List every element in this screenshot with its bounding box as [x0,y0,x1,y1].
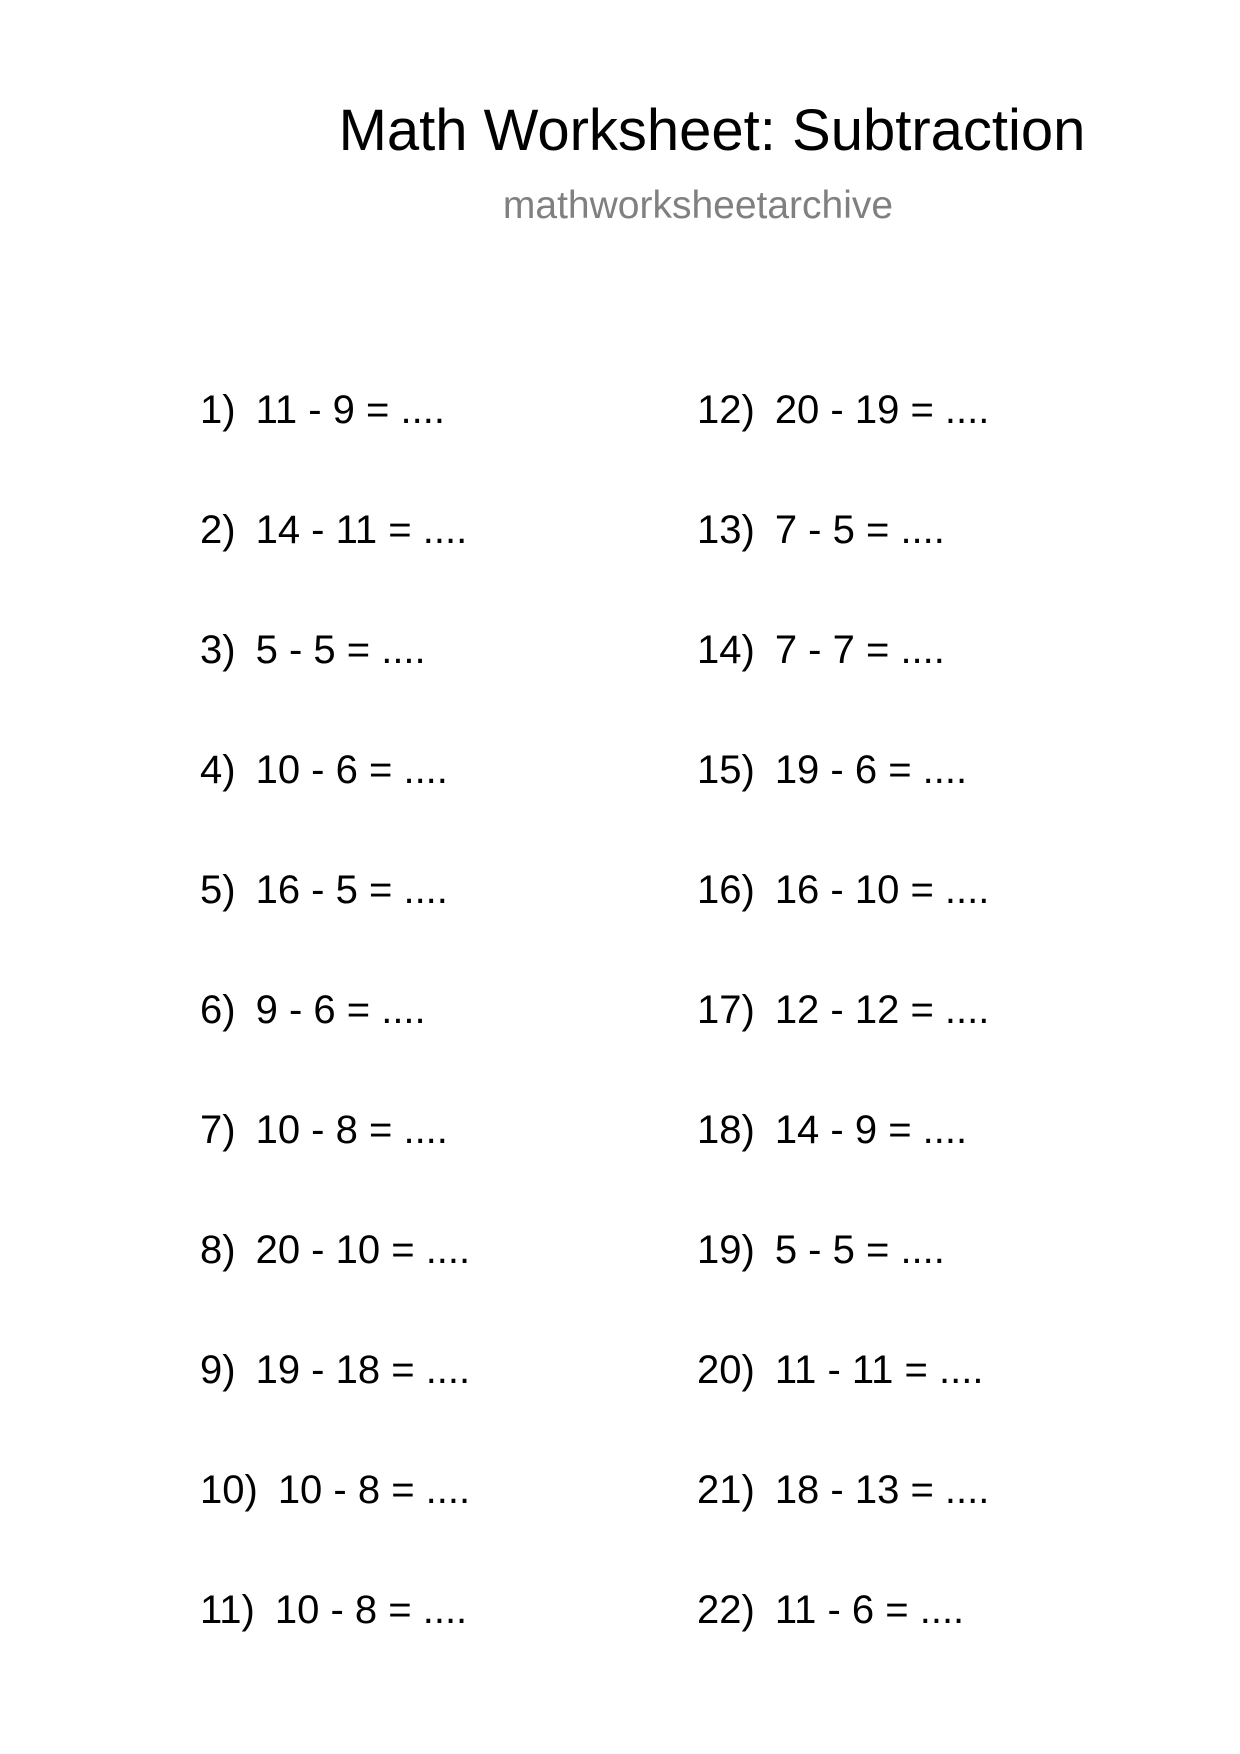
problem-number: 14) [697,628,755,672]
problem-item [200,590,470,710]
problem-expression: 10 - 8 = .... [274,1588,468,1632]
problem-expression: 14 - 11 = .... [255,508,468,552]
problem-number: 8) [200,1228,236,1272]
problem-item [200,950,470,1070]
problem-number: 7) [200,1108,236,1152]
problem-item [697,1310,989,1430]
problem-item [200,1070,470,1190]
page-subtitle: mathworksheetarchive [502,184,894,227]
problem-item [697,350,989,470]
problem-expression: 20 - 19 = .... [774,388,990,432]
problem-expression: 19 - 6 = .... [774,748,968,792]
problem-item [697,710,989,830]
problem-item [200,470,470,590]
problem-expression: 10 - 8 = .... [255,1108,448,1152]
problem-number: 21) [697,1468,755,1512]
problem-expression: 5 - 5 = .... [774,1228,945,1272]
problem-expression: 14 - 9 = .... [774,1108,968,1152]
problem-item [200,1550,470,1670]
problem-number: 13) [697,508,755,552]
problem-expression: 11 - 9 = .... [255,388,445,432]
problem-expression: 7 - 5 = .... [774,508,945,552]
problem-item [200,350,470,470]
problem-number: 18) [697,1108,755,1152]
problem-column-right [697,350,989,1670]
problem-expression: 19 - 18 = .... [255,1348,471,1392]
problem-number: 19) [697,1228,755,1272]
problem-number: 15) [697,748,755,792]
problem-expression: 16 - 10 = .... [774,868,990,912]
problem-expression: 5 - 5 = .... [255,628,426,672]
problem-item [697,470,989,590]
problem-number: 17) [697,988,755,1032]
problem-item [697,1550,989,1670]
problem-item [697,830,989,950]
problem-number: 2) [200,508,236,552]
problem-number: 20) [697,1348,755,1392]
problem-number: 1) [200,388,236,432]
problem-item [697,590,989,710]
problem-number: 12) [697,388,755,432]
problem-expression: 20 - 10 = .... [255,1228,471,1272]
problem-column-left [200,350,470,1670]
problem-item [697,1070,989,1190]
problem-expression: 9 - 6 = .... [255,988,426,1032]
problem-number: 11) [200,1588,255,1632]
problem-expression: 7 - 7 = .... [774,628,945,672]
problem-expression: 11 - 11 = .... [774,1348,984,1392]
problem-number: 9) [200,1348,236,1392]
problem-item [697,950,989,1070]
problem-expression: 11 - 6 = .... [774,1588,965,1632]
problem-number: 16) [697,868,755,912]
problem-expression: 10 - 8 = .... [277,1468,471,1512]
problem-item [200,1310,470,1430]
problem-number: 5) [200,868,236,912]
problem-item [697,1430,989,1550]
problem-expression: 16 - 5 = .... [255,868,448,912]
problem-expression: 10 - 6 = .... [255,748,448,792]
problem-number: 3) [200,628,236,672]
problem-item [200,830,470,950]
problem-item [200,1430,470,1550]
problem-number: 22) [697,1588,755,1632]
problem-item [200,1190,470,1310]
problem-expression: 12 - 12 = .... [774,988,990,1032]
problem-number: 4) [200,748,236,792]
page-title: Math Worksheet: Subtraction [338,98,1086,163]
problem-item [697,1190,989,1310]
problem-item [200,710,470,830]
problem-expression: 18 - 13 = .... [774,1468,990,1512]
problem-number: 6) [200,988,236,1032]
problem-number: 10) [200,1468,258,1512]
